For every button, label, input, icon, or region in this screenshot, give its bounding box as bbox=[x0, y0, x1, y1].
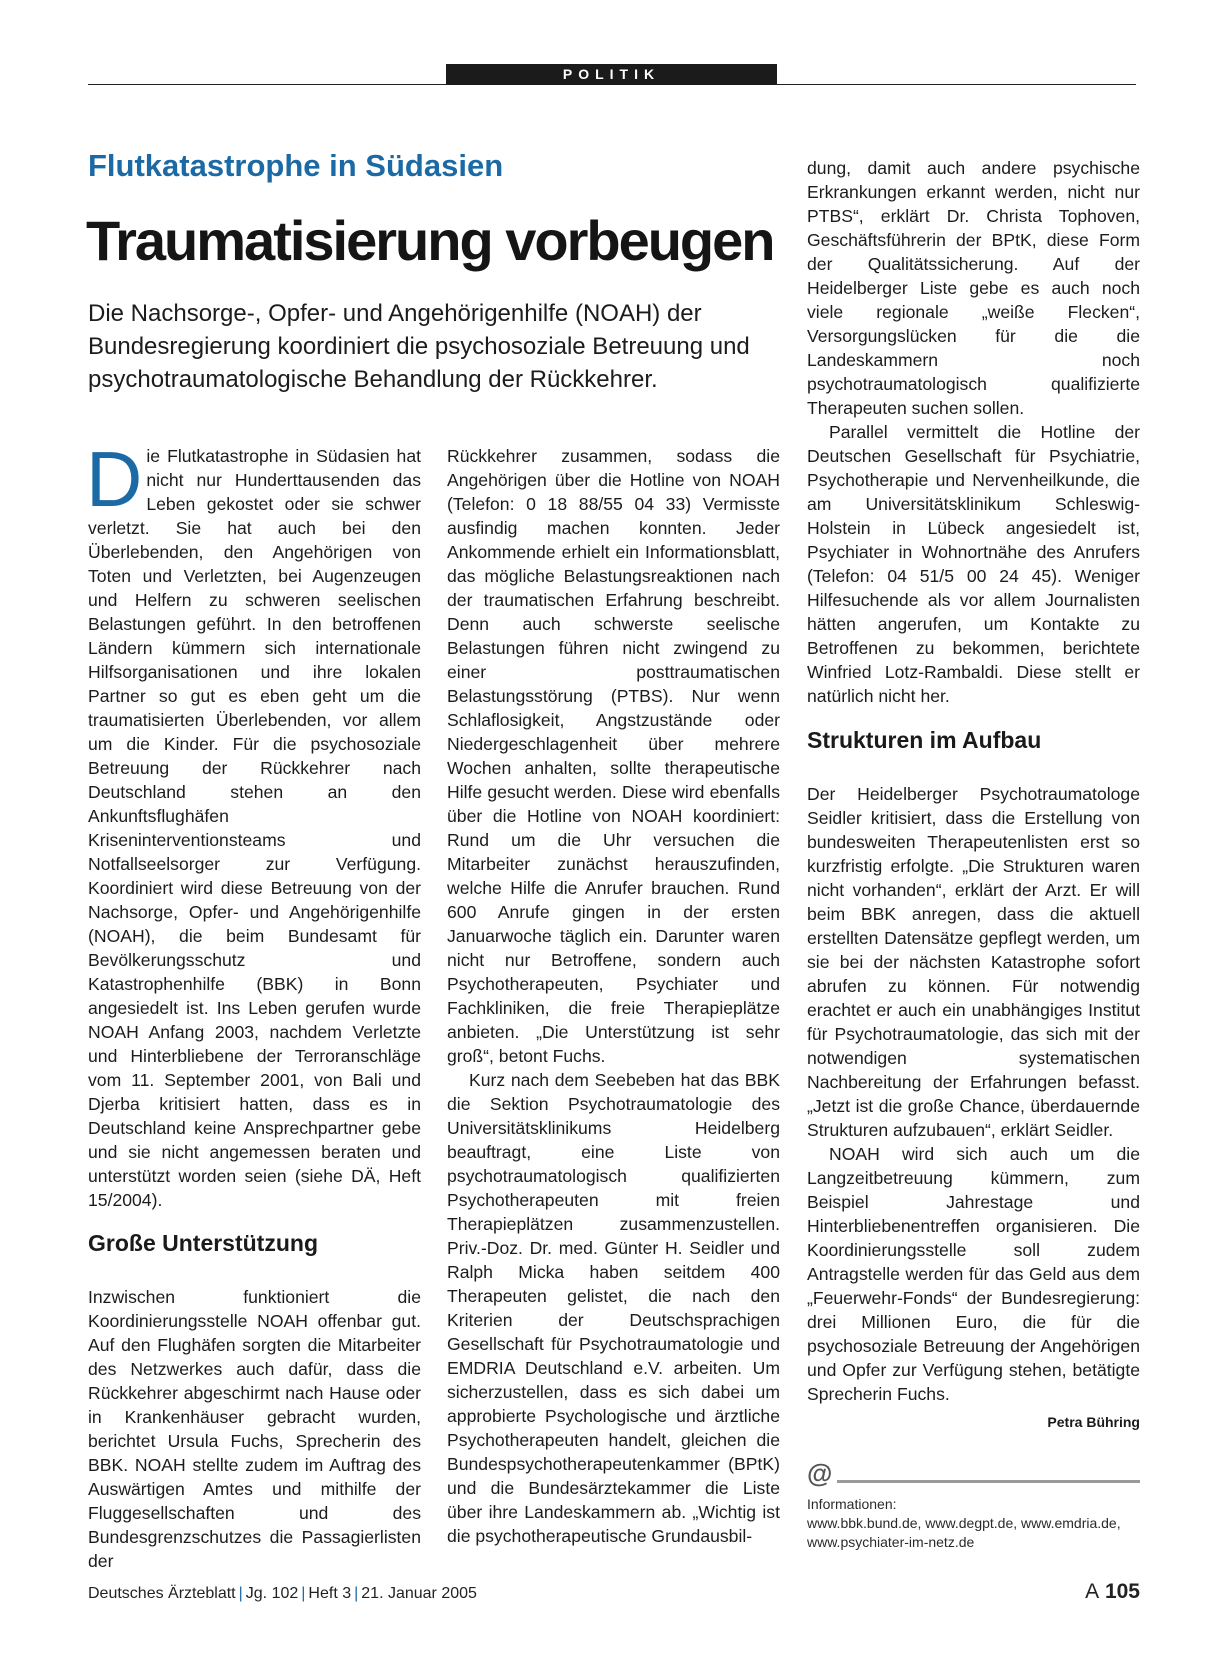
issue: Heft 3 bbox=[308, 1585, 352, 1602]
at-icon: @ bbox=[807, 1458, 833, 1488]
intro-paragraph bbox=[86, 435, 421, 1212]
article-column-3 bbox=[807, 156, 1140, 708]
author-name: Petra Bühring bbox=[1047, 1414, 1140, 1430]
paragraph: Kurz nach dem Seebeben hat das BBK die Sektion Psychotraumatologie des Universitätsklinikums Heidelberg beauftragt, eine Liste von psychotraumatologisch qualifizierten Psychotherapeuten mit freien Therapieplätzen zusammenzustellen. Priv.-Doz. Dr. med. Günter H. Seidler und Ralph Micka haben seitdem 400 Therapeuten gelistet, die nach den Kriterien der Deutschsprachigen Gesellschaft für Psychotraumatologie und EMDRIA Deutschland e.V. arbeiten. Um sicherzustellen, dass es sich dabei um approbierte Psychologische und ärztliche Psychotherapeuten handelt, gleichen die Bundespsychotherapeutenkammer (BPtK) und die Bundesärztekammer die Liste über ihre Landeskammern ab. „Wichtig ist die psychotherapeutische Grundausbil- bbox=[447, 1070, 780, 1546]
intro-text: ie Flutkatastrophe in Südasien hat nicht nur Hunderttausenden das Leben gekostet oder sie schwer verletzt. Sie hat auch bei den Überlebenden, den Angehörigen von Toten und Verletzten, bei Augenzeugen und Helfern zu schweren seelischen Belastungen geführt. In den betroffenen Ländern kümmern sich internationale Hilfsorganisationen und ihre lokalen Partner so gut es eben geht um die traumatisierten Überlebenden, vor allem um die Kinder. Für die psychosoziale Betreuung der Rückkehrer nach Deutschland stehen an den Ankunftsflughäfen Kriseninterventionsteams und Notfallseelsorger zur Verfügung. Koordiniert wird diese Betreuung von der Nachsorge, Opfer- und Angehörigenhilfe (NOAH), die beim Bundesamt für Bevölkerungsschutz und Katastrophenhilfe (BBK) in Bonn angesiedelt ist. Ins Leben gerufen wurde NOAH Anfang 2003, nachdem Verletzte und Hinterbliebene der Terroranschläge vom 11. September 2001, von Bali und Djerba kritisiert hatten, dass es in Deutschland keine Ansprechpartner gebe und sie nicht angemessen beraten und unterstützt worden seien (siehe DÄ, Heft 15/2004). bbox=[88, 446, 421, 1210]
journal-name: Deutsches Ärzteblatt bbox=[88, 1585, 236, 1602]
section-tag: POLITIK bbox=[446, 64, 777, 85]
info-links-2: www.psychiater-im-netz.de bbox=[807, 1534, 975, 1550]
article-headline: Traumatisierung vorbeugen bbox=[86, 209, 774, 272]
article-deck: Die Nachsorge-, Opfer- und Angehörigenhilfe (NOAH) der Bundesregierung koordiniert die psychosoziale Betreuung und psychotraumatologische Behandlung der Rückkehrer. bbox=[88, 300, 750, 393]
subheading-strukturen-im-aufbau: Strukturen im Aufbau bbox=[807, 727, 1042, 753]
paragraph: Rückkehrer zusammen, sodass die Angehörigen über die Hotline von NOAH (Telefon: 0 18 88/55 04 33) Vermisste ausfindig machen konnten. Jeder Ankommende erhielt ein Informationsblatt, das mögliche Belastungsreaktionen nach der traumatischen Erfahrung beschreibt. Denn auch schwerste seelische Belastungen führen nicht zwingend zu einer posttraumatischen Belastungsstörung (PTBS). Nur wenn Schlaflosigkeit, Angstzustände oder Niedergeschlagenheit über mehrere Wochen anhalten, sollte therapeutische Hilfe gesucht werden. Diese wird ebenfalls über die Hotline von NOAH koordiniert: Rund um die Uhr versuchen die Mitarbeiter zunächst herauszufinden, welche Hilfe die Anrufer brauchen. Rund 600 Anrufe gingen in der ersten Januarwoche täglich ein. Darunter waren nicht nur Betroffene, sondern auch Psychotherapeuten, Psychiater und Fachkliniken, die freie Therapieplätze anbieten. „Die Unterstützung ist sehr groß“, betont Fuchs. bbox=[447, 446, 780, 1066]
article-kicker: Flutkatastrophe in Südasien bbox=[88, 148, 504, 183]
page-number-value: 105 bbox=[1104, 1580, 1140, 1603]
paragraph: Parallel vermittelt die Hotline der Deutschen Gesellschaft für Psychiatrie, Psychotherapie und Nervenheilkunde, die am Universitätsklinikum Schleswig-Holstein in Lübeck angesiedelt ist, Psychiater in Wohnortnähe des Anrufers (Telefon: 04 51/5 00 24 45). Weniger Hilfesuchende als vor allem Journalisten hätten angerufen, um Kontakte zu Betroffenen zu bekommen, berichtete Winfried Lotz-Rambaldi. Diese stellt er natürlich nicht her. bbox=[807, 422, 1140, 706]
page-prefix: A bbox=[1085, 1580, 1100, 1603]
drop-cap: D bbox=[86, 435, 143, 523]
info-box bbox=[807, 1460, 1140, 1552]
page-number bbox=[1085, 1580, 1140, 1604]
info-rule bbox=[837, 1480, 1140, 1483]
article-column-2 bbox=[447, 444, 780, 1548]
info-text bbox=[807, 1495, 1140, 1552]
issue-date: 21. Januar 2005 bbox=[361, 1585, 477, 1602]
paragraph: Inzwischen funktioniert die Koordinierungsstelle NOAH offenbar gut. Auf den Flughäfen sorgten die Mitarbeiter des Netzwerkes auch dafür, dass die Rückkehrer abgeschirmt nach Hause oder in Krankenhäuser gebracht wurden, berichtet Ursula Fuchs, Sprecherin des BBK. NOAH stellte zudem im Auftrag des Auswärtigen Amtes und mithilfe der Fluggesellschaften und des Bundesgrenzschutzes die Passagierlisten der bbox=[88, 1287, 421, 1571]
info-links-1: www.bbk.bund.de, www.degpt.de, www.emdria.de, bbox=[807, 1515, 1121, 1531]
paragraph: dung, damit auch andere psychische Erkrankungen erkannt werden, nicht nur PTBS“, erklärt Dr. Christa Tophoven, Geschäftsführerin der BPtK, diese Form der Qualitätssicherung. Auf der Heidelberger Liste gebe es auch noch viele regionale „weiße Flecken“, Versorgungslücken für die die Landeskammern noch psychotraumatologisch qualifizierte Therapeuten suchen sollen. bbox=[807, 158, 1140, 418]
volume: Jg. 102 bbox=[245, 1585, 299, 1602]
article-column-1 bbox=[86, 435, 421, 1212]
article-column-3-continued bbox=[807, 782, 1140, 1406]
footer-citation: Deutsches Ärzteblatt | Jg. 102 | Heft 3 | 21. Januar 2005 bbox=[88, 1585, 477, 1602]
info-label: Informationen: bbox=[807, 1496, 897, 1512]
paragraph: NOAH wird sich auch um die Langzeitbetreuung kümmern, zum Beispiel Jahrestage und Hinterbliebenentreffen organisieren. Die Koordinierungsstelle soll zudem Antragstelle werden für das Geld aus dem „Feuerwehr-Fonds“ der Bundesregierung: drei Millionen Euro, die für die psychosoziale Betreuung der Angehörigen und Opfer zur Verfügung stehen, betätigte Sprecherin Fuchs. bbox=[807, 1144, 1140, 1404]
subheading-grosse-unterstuetzung: Große Unterstützung bbox=[88, 1230, 318, 1256]
paragraph: Der Heidelberger Psychotraumatologe Seidler kritisiert, dass die Erstellung von bundesweiten Therapeutenlisten erst so kurzfristig erfolgte. „Die Strukturen waren nicht vorhanden“, erklärt der Arzt. Er will beim BBK anregen, dass die aktuell erstellten Datensätze gepflegt werden, um sie bei der nächsten Katastrophe sofort abrufen zu können. Für notwendig erachtet er auch ein unabhängiges Institut für Psychotraumatologie, das sich mit der notwendigen systematischen Nachbereitung der Erfahrungen befasst. „Jetzt ist die große Chance, überdauernde Strukturen aufzubauen“, erklärt Seidler. bbox=[807, 784, 1140, 1140]
article-column-1-continued bbox=[88, 1285, 421, 1573]
